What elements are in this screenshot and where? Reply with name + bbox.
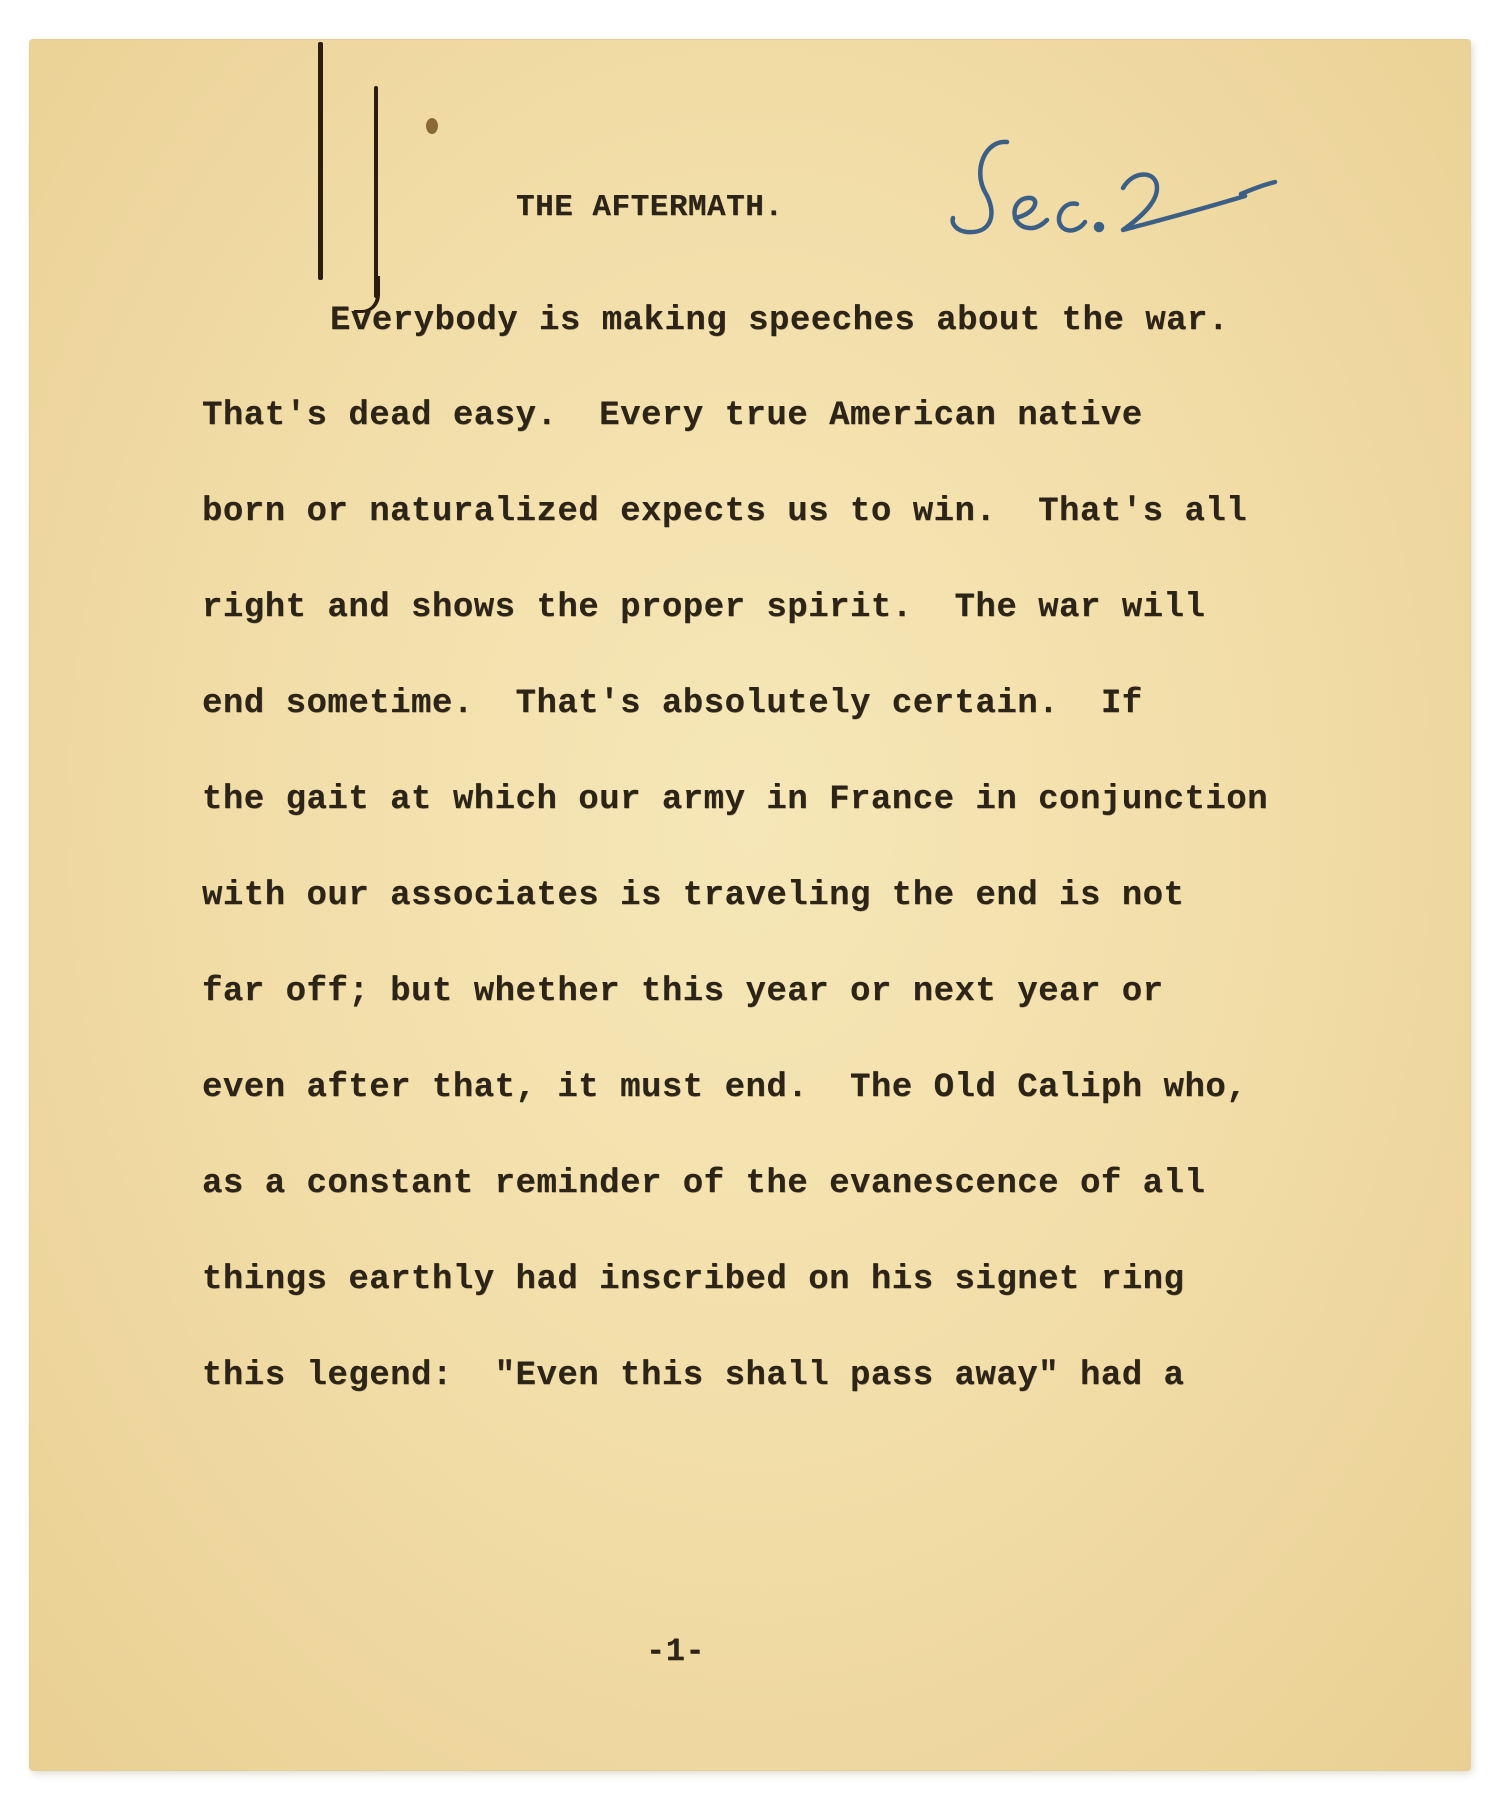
body-line: end sometime. That's absolutely certain. If: [202, 685, 1143, 723]
handwritten-section-note: [945, 130, 1365, 260]
fastener-mark: [374, 86, 378, 298]
punch-hole: [426, 118, 438, 134]
body-line: even after that, it must end. The Old Caliph who,: [202, 1069, 1248, 1107]
fastener-mark: [318, 42, 323, 280]
body-line: this legend: "Even this shall pass away" had a: [202, 1357, 1185, 1395]
body-line: things earthly had inscribed on his signet ring: [202, 1261, 1185, 1299]
body-line: That's dead easy. Every true American native: [202, 397, 1143, 435]
document-title: THE AFTERMATH.: [516, 190, 784, 225]
body-line: right and shows the proper spirit. The war will: [202, 589, 1206, 627]
body-line: far off; but whether this year or next year or: [202, 973, 1164, 1011]
body-line: as a constant reminder of the evanescence of all: [202, 1165, 1206, 1203]
body-line: born or naturalized expects us to win. That's all: [202, 493, 1248, 531]
page-number: -1-: [646, 1633, 706, 1670]
body-line: with our associates is traveling the end is not: [202, 877, 1185, 915]
body-line: the gait at which our army in France in conjunction: [202, 781, 1269, 819]
document-page: [30, 40, 1470, 1770]
body-line: Everybody is making speeches about the war.: [330, 302, 1229, 340]
